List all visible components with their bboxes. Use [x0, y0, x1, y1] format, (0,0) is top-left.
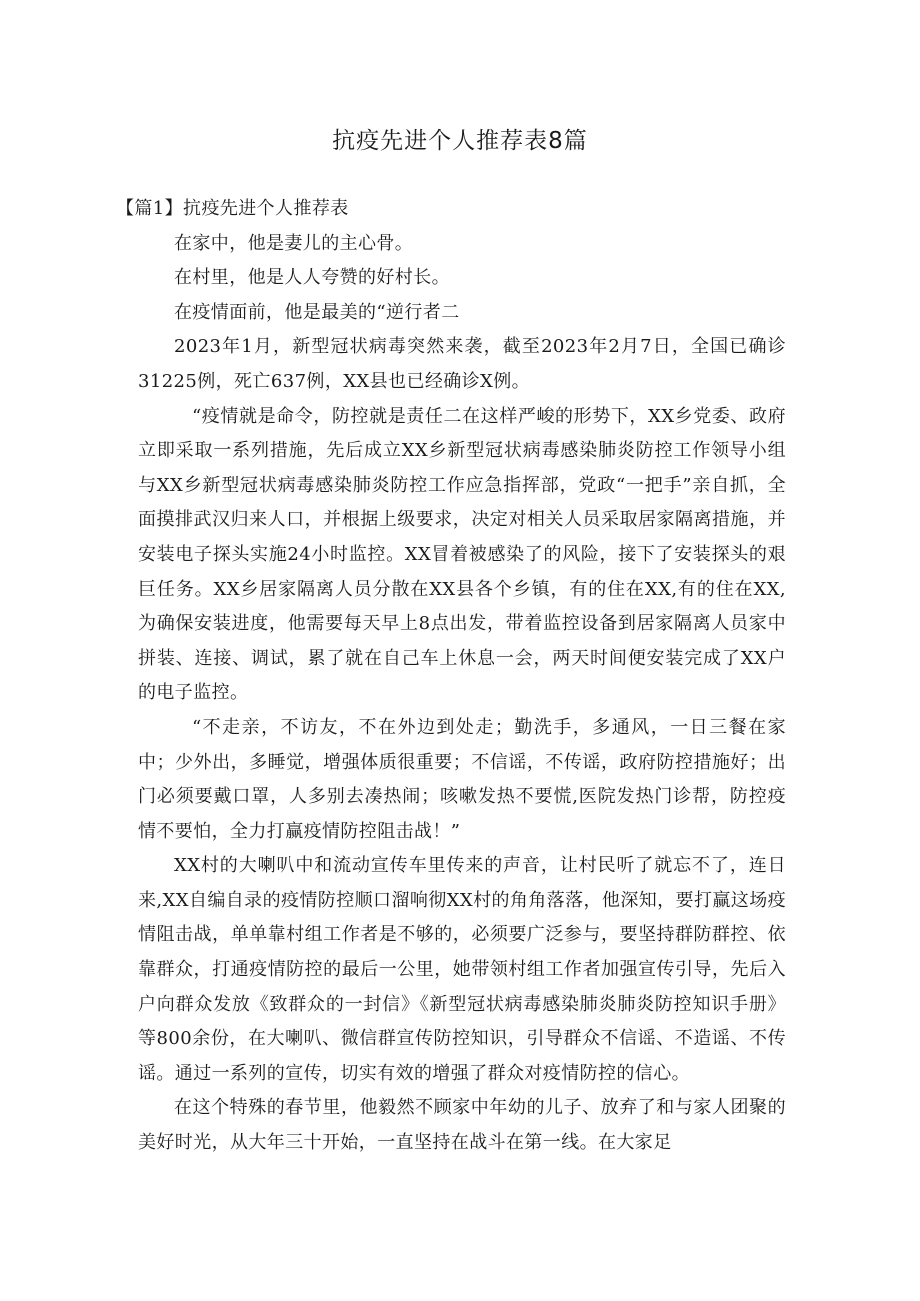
- paragraph: 在疫情面前，他是最美的“逆行者二: [174, 301, 460, 323]
- paragraph: 在家中，他是妻儿的主心骨。: [174, 232, 414, 254]
- paragraph: 2023年1月，新型冠状病毒突然来袭，截至2023年2月7日，全国已确诊31225例，死亡637例，XX县也已经确诊X例。: [138, 336, 786, 392]
- paragraph: 在这个特殊的春节里，他毅然不顾家中年幼的儿子、放弃了和与家人团聚的美好时光，从大年三十开始，一直坚持在战斗在第一线。在大家足: [138, 1097, 786, 1154]
- paragraph: “疫情就是命令，防控就是责任二在这样严峻的形势下，XX乡党委、政府立即采取一系列措施，先后成立XX乡新型冠状病毒感染肺炎防控工作领导小组与XX乡新型冠状病毒感染肺炎防控工作应急指挥部，党政“一把手”亲自抓，全面摸排武汉归来人口，并根据上级要求，决定对相关人员采取居家隔离措施，并安装电子探头实施24小时监控。XX冒着被感染了的风险，接下了安装探头的艰巨任务。XX乡居家隔离人员分散在XX县各个乡镇，有的住在XX,有的住在XX,为确保安装进度，他需要每天早上8点出发，带着监控设备到居家隔离人员家中拼装、连接、调试，累了就在自己车上休息一会，两天时间便安装完成了XX户的电子监控。: [138, 405, 786, 704]
- paragraph: XX村的大喇叭中和流动宣传车里传来的声音，让村民听了就忘不了，连日来,XX自编自录的疫情防控顺口溜响彻XX村的角角落落，他深知，要打赢这场疫情阻击战，单单靠村组工作者是不够的，必须要广泛参与，要坚持群防群控、依靠群众，打通疫情防控的最后一公里，她带领村组工作者加强宣传引导，先后入户向群众发放《致群众的一封信》《新型冠状病毒感染肺炎肺炎防控知识手册》等800余份，在大喇叭、微信群宣传防控知识，引导群众不信谣、不造谣、不传谣。通过一系列的宣传，切实有效的增强了群众对疫情防控的信心。: [138, 855, 786, 1084]
- paragraph: “不走亲，不访友，不在外边到处走；勤洗手，多通风，一日三餐在家中；少外出，多睡觉，增强体质很重要；不信谣，不传谣，政府防控措施好；出门必须要戴口罩，人多别去凑热闹；咳嗽发热不要慌,医院发热门诊帮，防控疫情不要怕，全力打赢疫情防控阻击战！”: [138, 716, 786, 842]
- document-body: [116, 192, 786, 1161]
- paragraph: 在村里，他是人人夸赞的好村长。: [174, 267, 450, 289]
- document-title: 抗疫先进个人推荐表8篇: [332, 128, 588, 154]
- section-heading: 【篇1】抗疫先进个人推荐表: [116, 198, 349, 219]
